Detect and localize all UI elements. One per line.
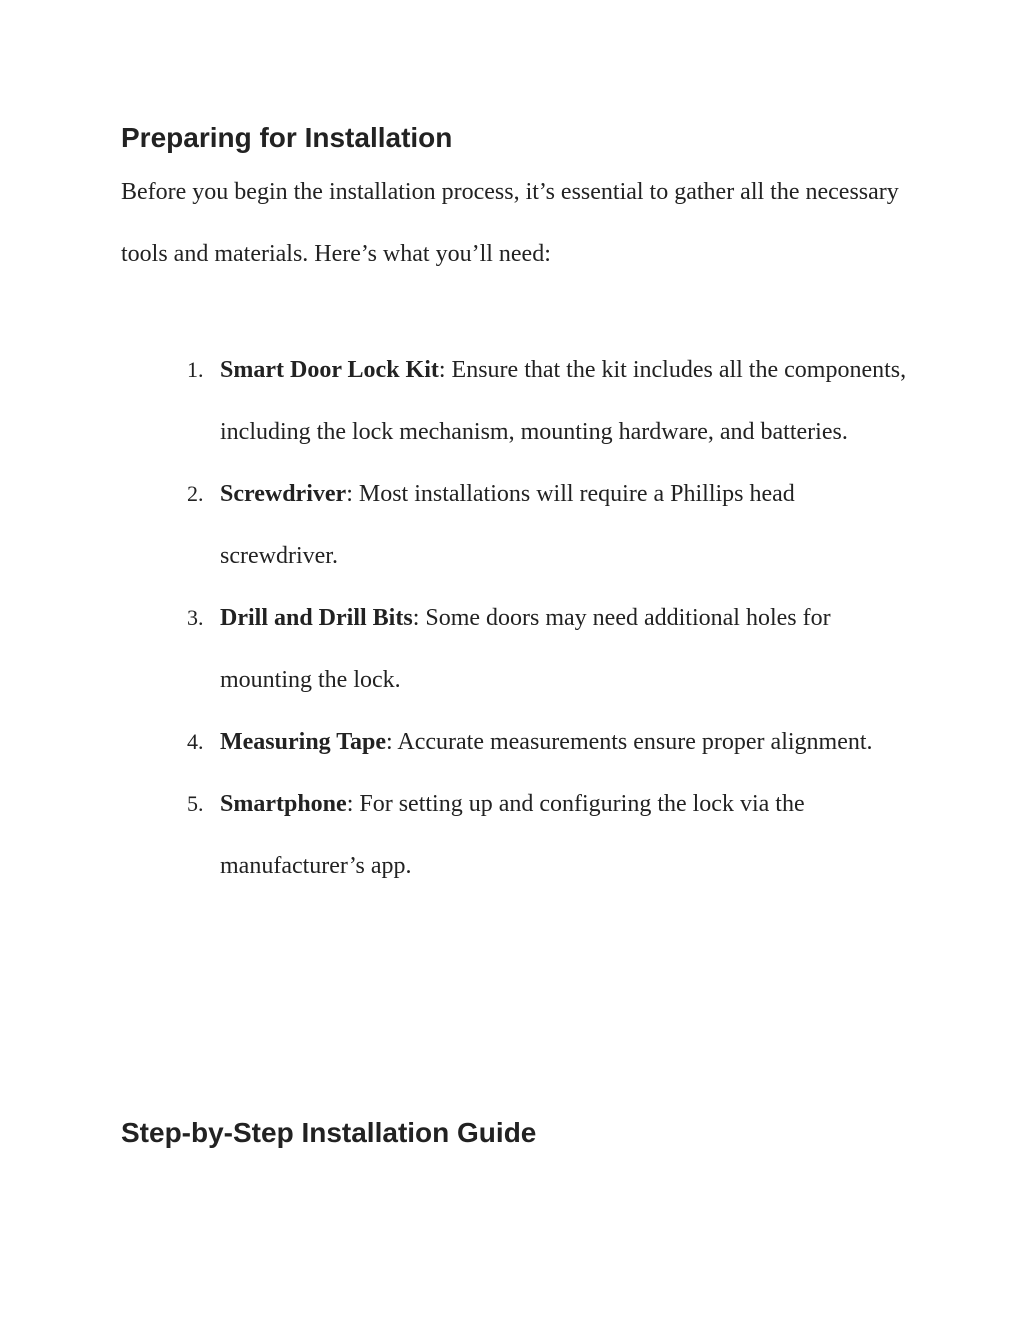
list-item-description: Accurate measurements ensure proper alignment.	[392, 729, 873, 755]
tools-list	[0, 339, 1024, 897]
list-item-term: Drill and Drill Bits	[220, 605, 413, 631]
list-item-term: Measuring Tape	[220, 729, 387, 755]
list-item-number: 5.	[187, 791, 204, 816]
list-item	[0, 463, 910, 587]
intro-paragraph: Before you begin the installation process, it’s essential to gather all the necessary tools and materials. Here’s what you’ll need:	[121, 179, 899, 267]
list-item-separator: :	[346, 791, 354, 817]
list-item-term: Smart Door Lock Kit	[220, 357, 439, 383]
list-item	[0, 339, 910, 463]
section-heading-preparing: Preparing for Installation	[121, 122, 453, 153]
list-item-separator: :	[346, 481, 353, 507]
section-heading-step-by-step: Step-by-Step Installation Guide	[121, 1117, 537, 1148]
list-item-description: Some doors may need additional holes for mounting the lock.	[220, 605, 831, 693]
list-item	[0, 587, 910, 711]
list-item-description: For setting up and configuring the lock via the manufacturer’s app.	[220, 791, 805, 879]
list-item-number: 3.	[187, 605, 204, 630]
list-item-separator: :	[412, 605, 420, 631]
list-item-number: 4.	[187, 729, 204, 754]
list-item-number: 1.	[187, 357, 204, 382]
list-item	[0, 711, 910, 773]
list-item-term: Smartphone	[220, 791, 347, 817]
list-item-term: Screwdriver	[220, 481, 347, 507]
list-item	[0, 773, 910, 897]
list-item-description: Most installations will require a Phillips head screwdriver.	[220, 481, 795, 569]
list-item-separator: :	[438, 357, 446, 383]
list-item-description: Ensure that the kit includes all the components, including the lock mechanism, mounting hardware, and batteries.	[220, 357, 907, 445]
list-item-separator: :	[386, 729, 393, 755]
list-item-number: 2.	[187, 481, 204, 506]
